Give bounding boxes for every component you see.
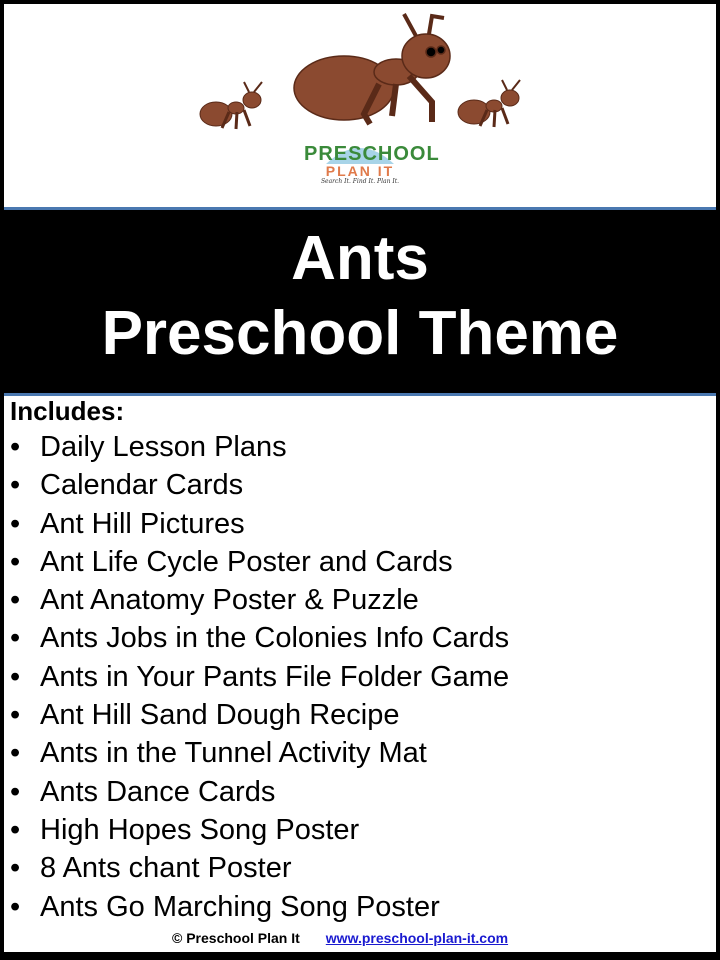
preschool-plan-it-logo	[304, 143, 440, 185]
bullet: •	[10, 584, 21, 617]
copyright-text: © Preschool Plan It	[172, 930, 300, 946]
list-item	[10, 466, 509, 504]
logo-tagline: Search It. Find It. Plan It.	[320, 178, 400, 185]
list-item	[10, 849, 509, 887]
list-item-label: Ant Hill Pictures	[40, 507, 245, 540]
bullet: •	[10, 775, 21, 808]
bullet: •	[10, 813, 21, 846]
bullet: •	[10, 852, 21, 885]
ant-icon-left	[200, 82, 262, 129]
bullet: •	[10, 545, 21, 578]
bullet: •	[10, 660, 21, 693]
list-item	[10, 734, 509, 772]
includes-section	[4, 396, 716, 952]
list-item-label: Ants Jobs in the Colonies Info Cards	[40, 622, 510, 655]
list-item	[10, 773, 509, 811]
includes-heading: Includes:	[10, 396, 125, 426]
list-item-label: Ants in the Tunnel Activity Mat	[40, 737, 427, 770]
list-item	[10, 581, 509, 619]
ant-icon-center	[294, 14, 450, 124]
list-item-label: Ant Hill Sand Dough Recipe	[40, 699, 400, 732]
list-item-label: Ant Life Cycle Poster and Cards	[40, 545, 453, 578]
bullet: •	[10, 737, 21, 770]
list-item	[10, 811, 509, 849]
bullet: •	[10, 699, 21, 732]
list-item-label: High Hopes Song Poster	[40, 813, 360, 846]
list-item-label: Ants Go Marching Song Poster	[40, 890, 440, 923]
logo-subtext: PLAN IT	[325, 163, 395, 179]
bullet: •	[10, 507, 21, 540]
list-item-label: Ants in Your Pants File Folder Game	[40, 660, 510, 693]
bullet: •	[10, 431, 21, 463]
title-line1: Ants	[291, 224, 429, 293]
title-banner	[0, 210, 720, 393]
website-link[interactable]: www.preschool-plan-it.com	[325, 930, 509, 946]
list-item	[10, 888, 509, 926]
list-item-label: Ant Anatomy Poster & Puzzle	[40, 584, 419, 617]
includes-list	[10, 428, 509, 926]
list-item-label: Daily Lesson Plans	[40, 431, 287, 463]
bullet: •	[10, 469, 21, 502]
list-item	[10, 505, 509, 543]
bullet: •	[10, 890, 21, 923]
title-line2: Preschool Theme	[101, 299, 619, 368]
list-item	[10, 696, 509, 734]
header-image-area	[4, 4, 716, 207]
bullet: •	[10, 622, 21, 655]
footer	[172, 930, 508, 946]
list-item-label: 8 Ants chant Poster	[40, 852, 292, 885]
logo-text: PRESCHOOL	[304, 143, 440, 165]
list-item	[10, 658, 509, 696]
list-item	[10, 428, 509, 466]
list-item	[10, 619, 509, 657]
list-item	[10, 543, 509, 581]
list-item-label: Ants Dance Cards	[40, 775, 276, 808]
ant-icon-right	[458, 80, 520, 127]
list-item-label: Calendar Cards	[40, 469, 244, 502]
